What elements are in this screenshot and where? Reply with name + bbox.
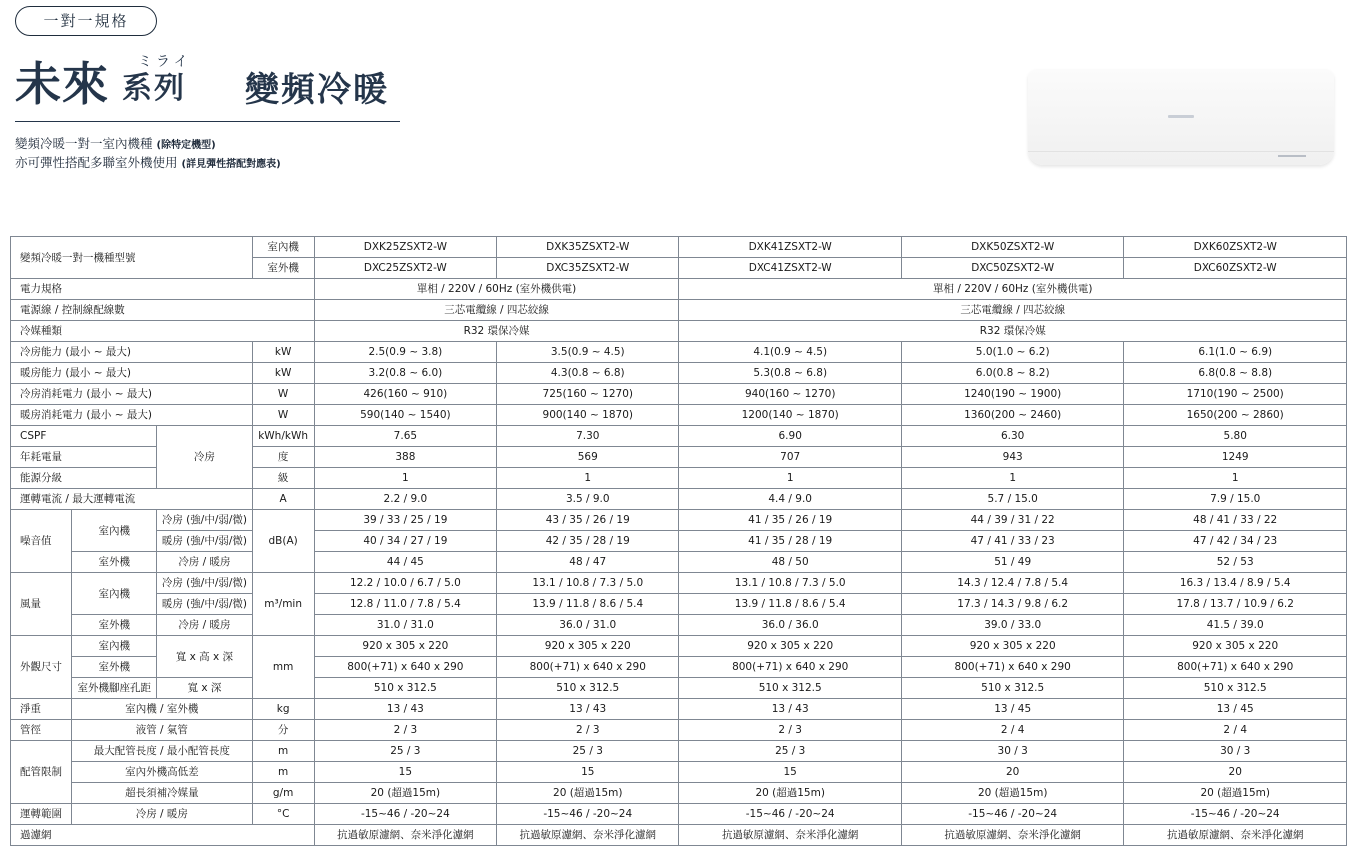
airflow-heat-label: 暖房 (強/中/弱/微) (157, 594, 252, 615)
table-cell: 6.90 (679, 426, 901, 447)
table-cell: 5.80 (1124, 426, 1347, 447)
table-cell: 800(+71) x 640 x 290 (1124, 657, 1347, 678)
unit-cell: kW (252, 363, 314, 384)
table-cell: 7.9 / 15.0 (1124, 489, 1347, 510)
table-cell: 3.5 / 9.0 (497, 489, 679, 510)
table-row (11, 531, 1347, 552)
table-cell: -15~46 / -20~24 (679, 804, 901, 825)
table-cell: 1240(190 ~ 1900) (901, 384, 1123, 405)
table-cell: 1 (679, 468, 901, 489)
airflow-label: 風量 (11, 573, 72, 636)
table-row (11, 552, 1347, 573)
table-cell: 13.1 / 10.8 / 7.3 / 5.0 (497, 573, 679, 594)
table-row (11, 741, 1347, 762)
table-cell: 三芯電纜線 / 四芯絞線 (314, 300, 679, 321)
table-cell: 20 (超過15m) (901, 783, 1123, 804)
table-cell: 15 (314, 762, 496, 783)
table-cell: 20 (超過15m) (314, 783, 496, 804)
table-cell: -15~46 / -20~24 (901, 804, 1123, 825)
table-cell: 20 (901, 762, 1123, 783)
table-cell: 2 / 3 (314, 720, 496, 741)
table-cell: 單相 / 220V / 60Hz (室外機供電) (314, 279, 679, 300)
table-cell: 15 (497, 762, 679, 783)
indoor-model: DXK60ZSXT2-W (1124, 237, 1347, 258)
table-cell: 20 (1124, 762, 1347, 783)
description-note-1: (除特定機型) (156, 140, 216, 151)
table-cell: 13 / 45 (1124, 699, 1347, 720)
table-row (11, 279, 1347, 300)
row-label: 電力規格 (11, 279, 315, 300)
table-cell: 920 x 305 x 220 (1124, 636, 1347, 657)
table-cell: 13 / 43 (679, 699, 901, 720)
spec-table (10, 236, 1347, 846)
dimensions-hwd-label: 寬 x 高 x 深 (157, 636, 252, 678)
table-cell: 725(160 ~ 1270) (497, 384, 679, 405)
table-row (11, 573, 1347, 594)
table-cell: 7.65 (314, 426, 496, 447)
table-cell: R32 環保冷媒 (679, 321, 1347, 342)
table-cell: 15 (679, 762, 901, 783)
table-cell: 44 / 45 (314, 552, 496, 573)
table-cell: 16.3 / 13.4 / 8.9 / 5.4 (1124, 573, 1347, 594)
airflow-indoor-label: 室內機 (72, 573, 157, 615)
table-cell: 940(160 ~ 1270) (679, 384, 901, 405)
table-cell: 抗過敏原濾網、奈米淨化濾網 (497, 825, 679, 846)
table-cell: 1650(200 ~ 2860) (1124, 405, 1347, 426)
air-conditioner-image (1028, 69, 1334, 165)
table-cell: 590(140 ~ 1540) (314, 405, 496, 426)
table-cell: 44 / 39 / 31 / 22 (901, 510, 1123, 531)
table-cell: 13.9 / 11.8 / 8.6 / 5.4 (497, 594, 679, 615)
series-suffix: 系列 (122, 71, 186, 106)
table-cell: 800(+71) x 640 x 290 (901, 657, 1123, 678)
row-sub-label: 最大配管長度 / 最小配管長度 (72, 741, 252, 762)
table-cell: R32 環保冷媒 (314, 321, 679, 342)
table-cell: 20 (超過15m) (679, 783, 901, 804)
row-label: 暖房能力 (最小 ~ 最大) (11, 363, 253, 384)
table-cell: 13 / 43 (314, 699, 496, 720)
table-cell: 48 / 47 (497, 552, 679, 573)
row-label: 運轉電流 / 最大運轉電流 (11, 489, 253, 510)
table-cell: 3.5(0.9 ~ 4.5) (497, 342, 679, 363)
indoor-model: DXK50ZSXT2-W (901, 237, 1123, 258)
unit-cell: 度 (252, 447, 314, 468)
table-cell: 47 / 42 / 34 / 23 (1124, 531, 1347, 552)
table-row (11, 426, 1347, 447)
table-cell: 6.8(0.8 ~ 8.8) (1124, 363, 1347, 384)
row-sub-label: 冷房 / 暖房 (72, 804, 252, 825)
outdoor-model: DXC25ZSXT2-W (314, 258, 496, 279)
table-row (11, 636, 1347, 657)
table-cell: 900(140 ~ 1870) (497, 405, 679, 426)
unit-cell: 分 (252, 720, 314, 741)
table-cell: 2 / 3 (497, 720, 679, 741)
unit-vent-line (1028, 151, 1334, 152)
table-cell: 13.9 / 11.8 / 8.6 / 5.4 (679, 594, 901, 615)
table-cell: 510 x 312.5 (901, 678, 1123, 699)
table-cell: 25 / 3 (497, 741, 679, 762)
table-cell: 1 (901, 468, 1123, 489)
table-cell: 31.0 / 31.0 (314, 615, 496, 636)
brand-logo-mark (1168, 115, 1194, 118)
table-cell: 41 / 35 / 26 / 19 (679, 510, 901, 531)
indoor-model-label: 室內機 (252, 237, 314, 258)
outdoor-model: DXC41ZSXT2-W (679, 258, 901, 279)
table-cell: -15~46 / -20~24 (314, 804, 496, 825)
table-cell: 1249 (1124, 447, 1347, 468)
table-cell: 800(+71) x 640 x 290 (497, 657, 679, 678)
table-row (11, 720, 1347, 741)
table-cell: 47 / 41 / 33 / 23 (901, 531, 1123, 552)
row-label: CSPF (11, 426, 157, 447)
dimensions-outdoor-label: 室外機 (72, 657, 157, 678)
airflow-outdoor-mode-label: 冷房 / 暖房 (157, 615, 252, 636)
table-cell: 569 (497, 447, 679, 468)
table-cell: 426(160 ~ 910) (314, 384, 496, 405)
table-row (11, 594, 1347, 615)
row-label: 能源分級 (11, 468, 157, 489)
noise-cool-label: 冷房 (強/中/弱/微) (157, 510, 252, 531)
table-cell: 388 (314, 447, 496, 468)
series-ruby-text: ミライ (138, 54, 192, 70)
table-cell: 1 (497, 468, 679, 489)
table-cell: 1710(190 ~ 2500) (1124, 384, 1347, 405)
table-cell: 30 / 3 (901, 741, 1123, 762)
table-cell: 4.1(0.9 ~ 4.5) (679, 342, 901, 363)
row-sub-label: 室內機 / 室外機 (72, 699, 252, 720)
unit-cell: g/m (252, 783, 314, 804)
table-cell: 17.3 / 14.3 / 9.8 / 6.2 (901, 594, 1123, 615)
airflow-cool-label: 冷房 (強/中/弱/微) (157, 573, 252, 594)
table-cell: 5.3(0.8 ~ 6.8) (679, 363, 901, 384)
table-cell: 5.0(1.0 ~ 6.2) (901, 342, 1123, 363)
table-cell: 1200(140 ~ 1870) (679, 405, 901, 426)
noise-outdoor-label: 室外機 (72, 552, 157, 573)
table-cell: -15~46 / -20~24 (497, 804, 679, 825)
table-row (11, 342, 1347, 363)
row-label: 暖房消耗電力 (最小 ~ 最大) (11, 405, 253, 426)
dimensions-base-dims-label: 寬 x 深 (157, 678, 252, 699)
row-label: 電源線 / 控制線配線數 (11, 300, 315, 321)
dimensions-label: 外觀尺寸 (11, 636, 72, 699)
dimensions-base-label: 室外機腳座孔距 (72, 678, 157, 699)
airflow-unit: m³/min (252, 573, 314, 636)
table-row (11, 384, 1347, 405)
table-cell: 6.1(1.0 ~ 6.9) (1124, 342, 1347, 363)
unit-cell: A (252, 489, 314, 510)
unit-cell: W (252, 384, 314, 405)
table-row (11, 363, 1347, 384)
table-cell: 943 (901, 447, 1123, 468)
table-cell: 14.3 / 12.4 / 7.8 / 5.4 (901, 573, 1123, 594)
description-line-1: 變頻冷暖一對一室內機種 (除特定機型) (15, 136, 216, 151)
row-label: 冷房能力 (最小 ~ 最大) (11, 342, 253, 363)
row-label: 冷房消耗電力 (最小 ~ 最大) (11, 384, 253, 405)
unit-display (1278, 155, 1306, 157)
indoor-model: DXK41ZSXT2-W (679, 237, 901, 258)
table-cell: 4.4 / 9.0 (679, 489, 901, 510)
indoor-model: DXK35ZSXT2-W (497, 237, 679, 258)
noise-outdoor-mode-label: 冷房 / 暖房 (157, 552, 252, 573)
table-cell: 2.2 / 9.0 (314, 489, 496, 510)
airflow-outdoor-label: 室外機 (72, 615, 157, 636)
spec-table-body (11, 237, 1347, 846)
outdoor-model: DXC60ZSXT2-W (1124, 258, 1347, 279)
table-cell: 6.0(0.8 ~ 8.2) (901, 363, 1123, 384)
table-cell: 510 x 312.5 (1124, 678, 1347, 699)
table-cell: 3.2(0.8 ~ 6.0) (314, 363, 496, 384)
table-cell: 13 / 45 (901, 699, 1123, 720)
table-cell: 36.0 / 36.0 (679, 615, 901, 636)
table-cell: 43 / 35 / 26 / 19 (497, 510, 679, 531)
table-row (11, 699, 1347, 720)
indoor-model: DXK25ZSXT2-W (314, 237, 496, 258)
description-note-2: (詳見彈性搭配對應表) (181, 159, 281, 170)
table-cell: 三芯電纜線 / 四芯絞線 (679, 300, 1347, 321)
cooling-mode-label: 冷房 (157, 426, 252, 489)
table-cell: 800(+71) x 640 x 290 (679, 657, 901, 678)
table-cell: 48 / 41 / 33 / 22 (1124, 510, 1347, 531)
table-cell: 920 x 305 x 220 (901, 636, 1123, 657)
table-row (11, 510, 1347, 531)
table-cell: 抗過敏原濾網、奈米淨化濾網 (901, 825, 1123, 846)
row-label: 管徑 (11, 720, 72, 741)
unit-cell: m (252, 741, 314, 762)
table-cell: 48 / 50 (679, 552, 901, 573)
table-cell: 20 (超過15m) (497, 783, 679, 804)
category-badge: 一對一規格 (15, 6, 157, 36)
table-cell: 25 / 3 (679, 741, 901, 762)
table-cell: 42 / 35 / 28 / 19 (497, 531, 679, 552)
table-row (11, 762, 1347, 783)
noise-label: 噪音值 (11, 510, 72, 573)
unit-cell: kWh/kWh (252, 426, 314, 447)
table-cell: 抗過敏原濾網、奈米淨化濾網 (679, 825, 901, 846)
unit-cell: kg (252, 699, 314, 720)
model-label: 變頻冷暖一對一機種型號 (11, 237, 253, 279)
product-type-title: 變頻冷暖 (245, 70, 389, 110)
table-cell: 41.5 / 39.0 (1124, 615, 1347, 636)
table-cell: 25 / 3 (314, 741, 496, 762)
dimensions-unit: mm (252, 636, 314, 699)
table-cell: 12.8 / 11.0 / 7.8 / 5.4 (314, 594, 496, 615)
table-cell: 510 x 312.5 (314, 678, 496, 699)
table-cell: 707 (679, 447, 901, 468)
row-label: 淨重 (11, 699, 72, 720)
outdoor-model-label: 室外機 (252, 258, 314, 279)
table-cell: 1 (1124, 468, 1347, 489)
table-cell: 20 (超過15m) (1124, 783, 1347, 804)
table-row (11, 237, 1347, 258)
series-title: 未來 (15, 57, 109, 111)
noise-heat-label: 暖房 (強/中/弱/微) (157, 531, 252, 552)
table-row (11, 678, 1347, 699)
table-cell: 51 / 49 (901, 552, 1123, 573)
table-cell: 1360(200 ~ 2460) (901, 405, 1123, 426)
table-cell: 30 / 3 (1124, 741, 1347, 762)
table-row (11, 321, 1347, 342)
table-cell: 1 (314, 468, 496, 489)
table-row (11, 783, 1347, 804)
table-cell: 單相 / 220V / 60Hz (室外機供電) (679, 279, 1347, 300)
outdoor-model: DXC35ZSXT2-W (497, 258, 679, 279)
table-cell: 920 x 305 x 220 (314, 636, 496, 657)
unit-cell: m (252, 762, 314, 783)
table-cell: 13 / 43 (497, 699, 679, 720)
piping-label: 配管限制 (11, 741, 72, 804)
table-cell: 920 x 305 x 220 (679, 636, 901, 657)
table-cell: 17.8 / 13.7 / 10.9 / 6.2 (1124, 594, 1347, 615)
table-cell: 40 / 34 / 27 / 19 (314, 531, 496, 552)
table-cell: 39.0 / 33.0 (901, 615, 1123, 636)
table-cell: 510 x 312.5 (679, 678, 901, 699)
table-cell: 2 / 4 (901, 720, 1123, 741)
table-cell: 5.7 / 15.0 (901, 489, 1123, 510)
table-row (11, 615, 1347, 636)
row-sub-label: 液管 / 氣管 (72, 720, 252, 741)
table-row (11, 300, 1347, 321)
table-cell: 抗過敏原濾網、奈米淨化濾網 (314, 825, 496, 846)
table-cell: 510 x 312.5 (497, 678, 679, 699)
outdoor-model: DXC50ZSXT2-W (901, 258, 1123, 279)
table-cell: 36.0 / 31.0 (497, 615, 679, 636)
table-cell: 920 x 305 x 220 (497, 636, 679, 657)
noise-unit: dB(A) (252, 510, 314, 573)
row-sub-label: 超長須補冷媒量 (72, 783, 252, 804)
table-cell: 2 / 4 (1124, 720, 1347, 741)
table-cell: 13.1 / 10.8 / 7.3 / 5.0 (679, 573, 901, 594)
row-label: 過濾網 (11, 825, 315, 846)
row-label: 年耗電量 (11, 447, 157, 468)
unit-cell: 級 (252, 468, 314, 489)
table-cell: 52 / 53 (1124, 552, 1347, 573)
table-cell: 抗過敏原濾網、奈米淨化濾網 (1124, 825, 1347, 846)
table-cell: 6.30 (901, 426, 1123, 447)
unit-cell: kW (252, 342, 314, 363)
table-cell: 7.30 (497, 426, 679, 447)
dimensions-indoor-label: 室內機 (72, 636, 157, 657)
unit-cell: °C (252, 804, 314, 825)
description-line-2: 亦可彈性搭配多聯室外機使用 (詳見彈性搭配對應表) (15, 155, 281, 170)
table-row (11, 405, 1347, 426)
table-row (11, 804, 1347, 825)
unit-cell: W (252, 405, 314, 426)
row-label: 冷媒種類 (11, 321, 315, 342)
table-cell: 12.2 / 10.0 / 6.7 / 5.0 (314, 573, 496, 594)
row-sub-label: 室內外機高低差 (72, 762, 252, 783)
table-cell: 4.3(0.8 ~ 6.8) (497, 363, 679, 384)
table-cell: 2.5(0.9 ~ 3.8) (314, 342, 496, 363)
title-underline (15, 121, 400, 122)
noise-indoor-label: 室內機 (72, 510, 157, 552)
table-cell: 800(+71) x 640 x 290 (314, 657, 496, 678)
row-label: 運轉範圍 (11, 804, 72, 825)
table-cell: 2 / 3 (679, 720, 901, 741)
table-cell: 39 / 33 / 25 / 19 (314, 510, 496, 531)
table-cell: -15~46 / -20~24 (1124, 804, 1347, 825)
table-row (11, 489, 1347, 510)
table-cell: 41 / 35 / 28 / 19 (679, 531, 901, 552)
